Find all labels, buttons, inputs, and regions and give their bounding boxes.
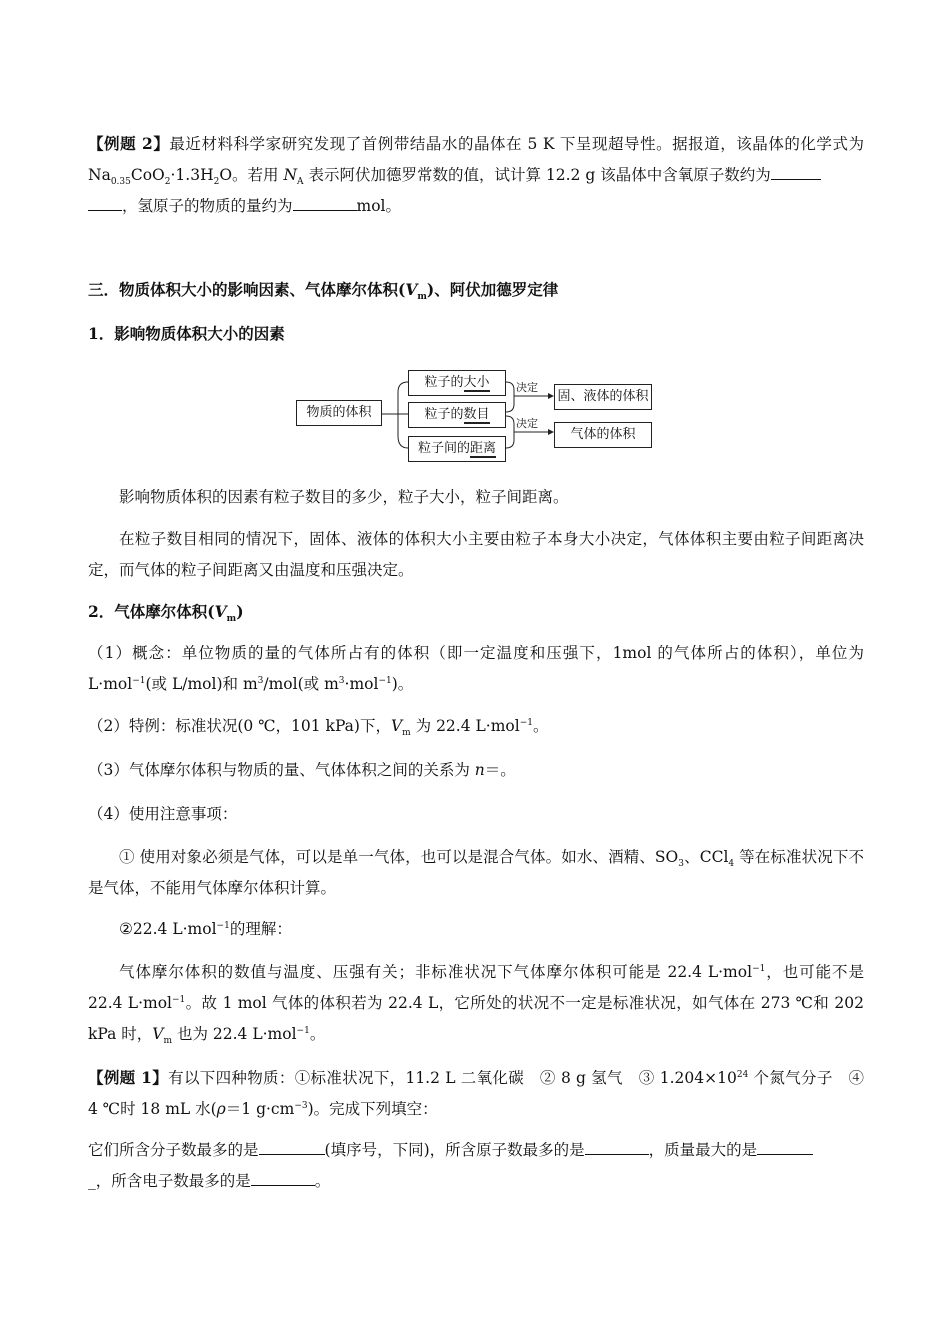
diagram-decide-label: 决定 (516, 381, 538, 394)
item-relation: （3）气体摩尔体积与物质的量、气体体积之间的关系为 n＝。 (88, 761, 516, 779)
example-2: 【例题 2】最近材料科学家研究发现了首例带结晶水的晶体在 5 K 下呈现超导性。据报道，该晶体的化学式为 $Na_{0.35}CoO_2\cdot 1.3H_2O$。若用 $N_A$ 表示阿伏加德罗常数的值，试计算 12.2 g 该晶体中含氧原子数约为 ，氢原子的物质的量约为 mol。 (88, 134, 864, 215)
answer-blank[interactable] (293, 196, 357, 211)
answer-blank[interactable] (771, 165, 821, 180)
item-notes: （4）使用注意事项： (88, 805, 238, 823)
subsection-1-heading: 1．影响物质体积大小的因素 (88, 324, 285, 343)
diagram-result-gas: 气体的体积 (554, 422, 652, 448)
diagram-box-count: 粒子的数目 (408, 402, 506, 428)
diagram-decide-label: 决定 (516, 417, 538, 430)
paragraph-explanation: 在粒子数目相同的情况下，固体、液体的体积大小主要由粒子本身大小决定，气体体积主要由粒子间距离决定，而气体的粒子间距离又由温度和压强决定。 (88, 530, 864, 579)
answer-blank[interactable] (259, 1140, 325, 1155)
diagram-box-distance: 粒子间的距离 (408, 436, 506, 462)
volume-factors-diagram (290, 366, 660, 466)
example-2-tag: 【例题 2】 (88, 134, 170, 153)
note-1: ① 使用对象必须是气体，可以是单一气体，也可以是混合气体。如水、酒精、$SO_3$、CCl$_4$ 等在标准状况下不是气体，不能用气体摩尔体积计算。 (88, 848, 864, 897)
answer-blank[interactable] (585, 1140, 649, 1155)
item-concept: （1）概念：单位物质的量的气体所占有的体积（即一定温度和压强下，1mol 的气体所占的体积），单位为 L·mol$^{-1}$(或 L/mol)和 $m^3/mol$(或 $m^3\cdot mol^{-1}$)。 (88, 644, 864, 693)
diagram-root-box: 物质的体积 (296, 400, 382, 426)
section-3-heading: 三．物质体积大小的影响因素、气体摩尔体积$(V_m)$、阿伏加德罗定律 (88, 280, 559, 303)
note-2: ②22.4 L·mol$^{-1}$的理解： (119, 920, 292, 938)
example-1: 【例题 1】有以下四种物质：①标准状况下，11.2 L 二氧化碳 ② 8 g 氢气 ③ $1.204\times 10^{24}$ 个氮气分子 ④ 4 ℃时 18 mL 水(ρ＝1 $g\cdot cm^{-3}$)。完成下列填空： (88, 1068, 864, 1118)
answer-blank[interactable] (88, 196, 122, 211)
diagram-box-size: 粒子的大小 (408, 370, 506, 396)
example-1-tag: 【例题 1】 (88, 1068, 169, 1087)
subsection-2-heading: 2．气体摩尔体积$(V_m)$ (88, 602, 244, 625)
paragraph-factors: 影响物质体积的因素有粒子数目的多少，粒子大小，粒子间距离。 (119, 488, 569, 506)
diagram-result-solid-liquid: 固、液体的体积 (554, 384, 652, 410)
note-3: 气体摩尔体积的数值与温度、压强有关；非标准状况下气体摩尔体积可能是 22.4 L·mol$^{-1}$，也可能不是 22.4 L·mol$^{-1}$。故 1 mol 气体的体积若为 22.4 L，它所处的状况不一定是标准状况，如气体在 273 ℃和 202 kPa 时，$V_m$ 也为 22.4 L·mol$^{-1}$。 (88, 963, 864, 1047)
answer-blank[interactable] (251, 1171, 315, 1186)
example-1-questions: 它们所含分子数最多的是 (填序号，下同)，所含原子数最多的是 ，质量最大的是 _，所含电子数最多的是 。 (88, 1135, 864, 1197)
item-special-case: （2）特例：标准状况(0 ℃，101 kPa)下，$V_m$ 为 22.4 L·mol$^{-1}$。 (88, 717, 549, 739)
answer-blank[interactable] (757, 1140, 813, 1155)
